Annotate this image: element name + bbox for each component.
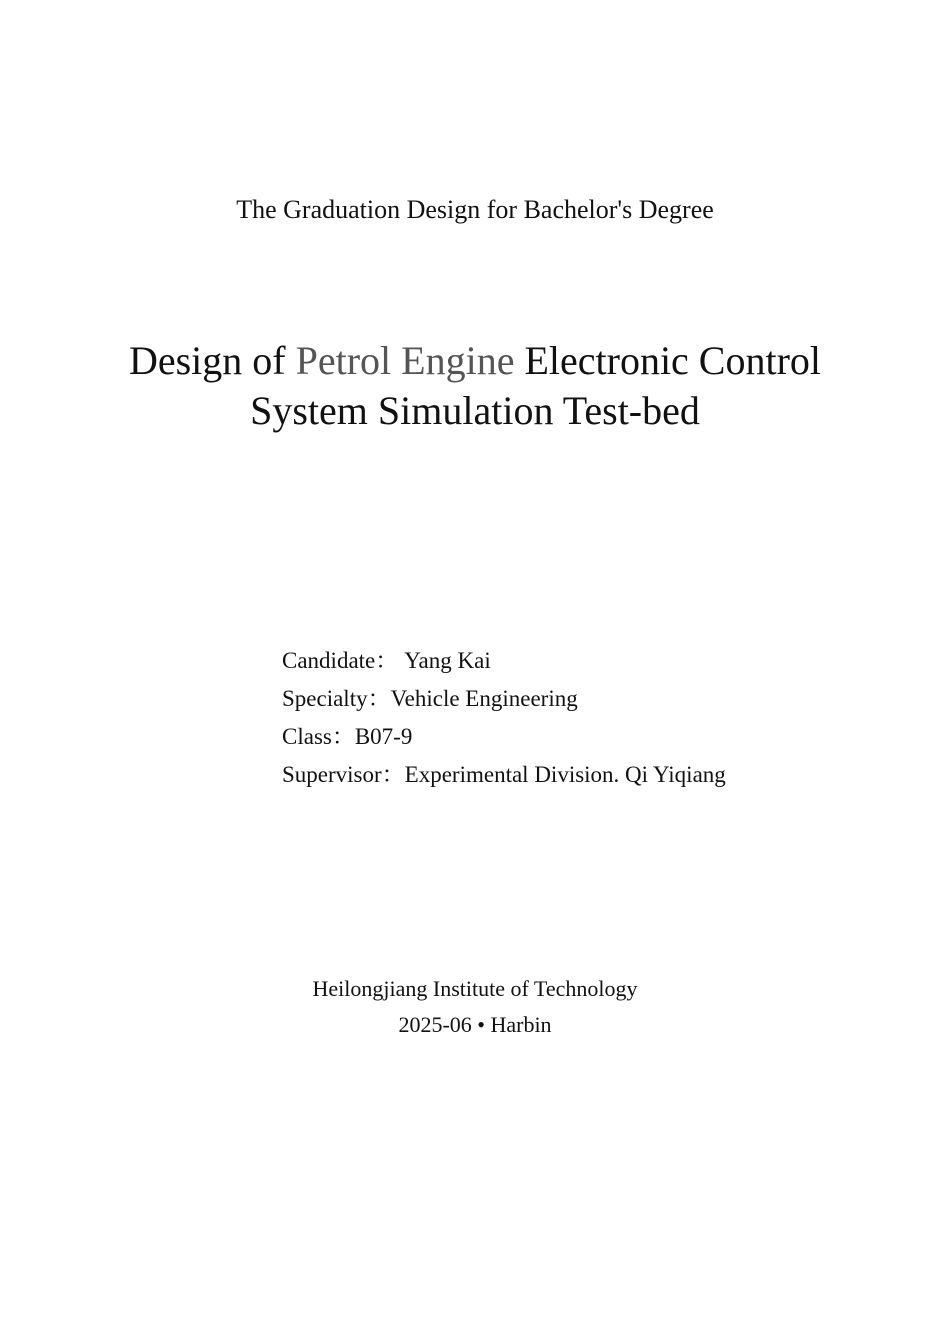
candidate-row <box>282 642 726 680</box>
candidate-info-block <box>282 642 726 794</box>
specialty-value: Vehicle Engineering <box>390 686 578 711</box>
institution-name: Heilongjiang Institute of Technology <box>312 976 638 1001</box>
supervisor-label: Supervisor： <box>282 762 405 787</box>
class-row <box>282 718 726 756</box>
title-line-1 <box>0 336 950 386</box>
specialty-label: Specialty： <box>282 686 391 711</box>
date-place: 2025-06 • Harbin <box>398 1012 552 1037</box>
degree-subtitle: The Graduation Design for Bachelor's Degree <box>236 195 714 224</box>
supervisor-row <box>282 756 726 794</box>
footer-block <box>0 971 950 1043</box>
thesis-title <box>0 336 950 436</box>
class-value: B07-9 <box>354 724 413 749</box>
supervisor-value: Experimental Division. Qi Yiqiang <box>404 762 726 787</box>
specialty-row <box>282 680 726 718</box>
title-part-2: Electronic Control <box>514 338 822 383</box>
title-line-2: System Simulation Test-bed <box>250 388 700 433</box>
candidate-label: Candidate： <box>282 648 399 673</box>
class-label: Class： <box>282 724 355 749</box>
candidate-value: Yang Kai <box>404 648 491 673</box>
title-highlight: Petrol Engine <box>295 338 515 383</box>
title-part-1: Design of <box>128 338 296 383</box>
